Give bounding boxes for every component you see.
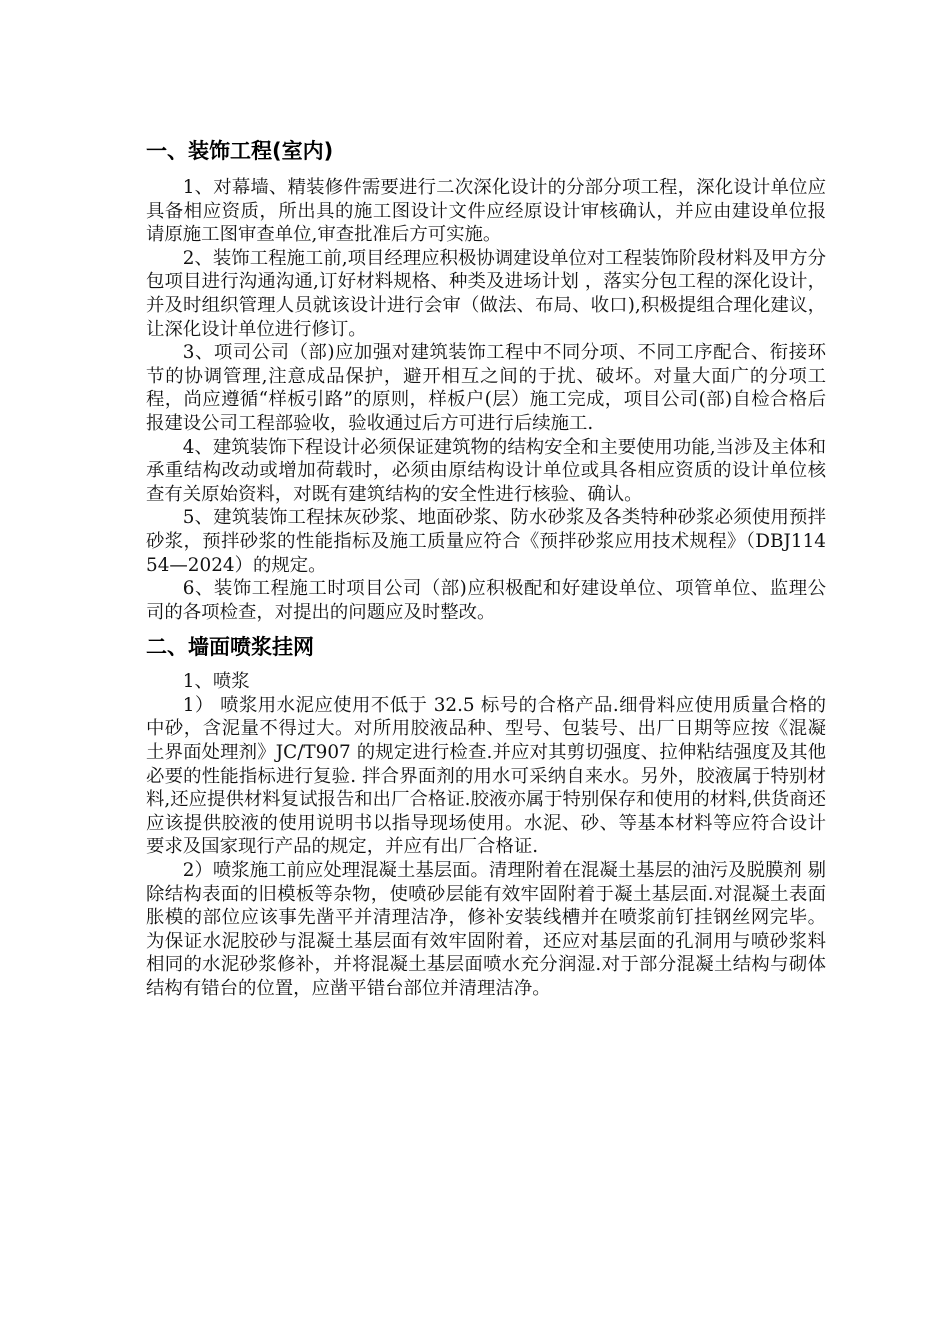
paragraph-6: 6、装饰工程施工时项目公司（部)应积极配和好建设单位、项管单位、监理公司的各项检查，对提出的问题应及时整改。 <box>146 578 826 623</box>
paragraph-2: 2、装饰工程施工前,项目经理应积极协调建设单位对工程装饰阶段材料及甲方分包项目进行沟通沟通,订好材料规格、种类及进场计划 ，落实分包工程的深化设计，并及时组织管理人员就该设计进行会审（做法、布局、收口),积极提组合理化建议，让深化设计单位进行修订。 <box>146 247 826 340</box>
paragraph-spray-1: 1） 喷浆用水泥应使用不低于 32.5 标号的合格产品.细骨料应使用质量合格的中砂，含泥量不得过大。对所用胶液品种、型号、包装号、出厂日期等应按《混凝土界面处理剂》JC/T907 的规定进行检查.并应对其剪切强度、拉伸粘结强度及其他必要的性能指标进行复验. 拌合界面剂的用水可采纳自来水。另外，胶液属于特别材料,还应提供材料复试报告和出厂合格证.胶液亦属于特别保存和使用的材料,供货商还应该提供胶液的使用说明书以指导现场使用。水泥、砂、等基本材料等应符合设计要求及国家现行产品的规定，并应有出厂合格证. <box>146 694 826 858</box>
section-heading-wall-spray: 二、墙面喷浆挂网 <box>146 635 314 660</box>
paragraph-1: 1、对幕墙、精装修件需要进行二次深化设计的分部分项工程，深化设计单位应具备相应资质，所出具的施工图设计文件应经原设计审核确认，并应由建设单位报请原施工图审查单位,审查批准后方可实施。 <box>146 177 826 246</box>
paragraph-4: 4、建筑装饰下程设计必须保证建筑物的结构安全和主要使用功能,当涉及主体和承重结构改动或增加荷载时，必须由原结构设计单位或具各相应资质的设计单位核查有关原始资料，对既有建筑结构的安全性进行核验、确认。 <box>146 436 826 505</box>
paragraph-5: 5、建筑装饰工程抹灰砂浆、地面砂浆、防水砂浆及各类特种砂浆必须使用预拌砂浆，预拌砂浆的性能指标及施工质量应符合《预拌砂浆应用技术规程》（DBJ11454—2024）的规定。 <box>146 507 826 576</box>
paragraph-3: 3、项司公司（部)应加强对建筑装饰工程中不同分项、不同工序配合、衔接环节的协调管理,注意成品保护，避开相互之间的于扰、破坏。对量大面广的分项工程，尚应遵循“样板引路”的原则，样板户(层）施工完成，项目公司(部)自检合格后报建设公司工程部验收，验收通过后方可进行后续施工. <box>146 342 826 434</box>
subheading-spray: 1、喷浆 <box>182 671 250 693</box>
paragraph-spray-2: 2）喷浆施工前应处理混凝土基层面。清理附着在混凝土基层的油污及脱膜剂 剔除结构表面的旧模板等杂物，使喷砂层能有效牢固附着于凝土基层面.对混凝土表面胀模的部位应该事先凿平并清理洁净，修补安装线槽并在喷浆前钉挂钢丝网完毕。为保证水泥胶砂与混凝土基层面有效牢固附着，还应对基层面的孔洞用与喷砂浆料相同的水泥砂浆修补，并将混凝土基层面喷水充分润湿.对于部分混凝土结构与砌体结构有错台的位置，应凿平错台部位并清理洁净。 <box>146 860 826 999</box>
document-body <box>146 130 826 1001</box>
section-heading-decoration: 一、装饰工程(室内) <box>146 139 334 163</box>
